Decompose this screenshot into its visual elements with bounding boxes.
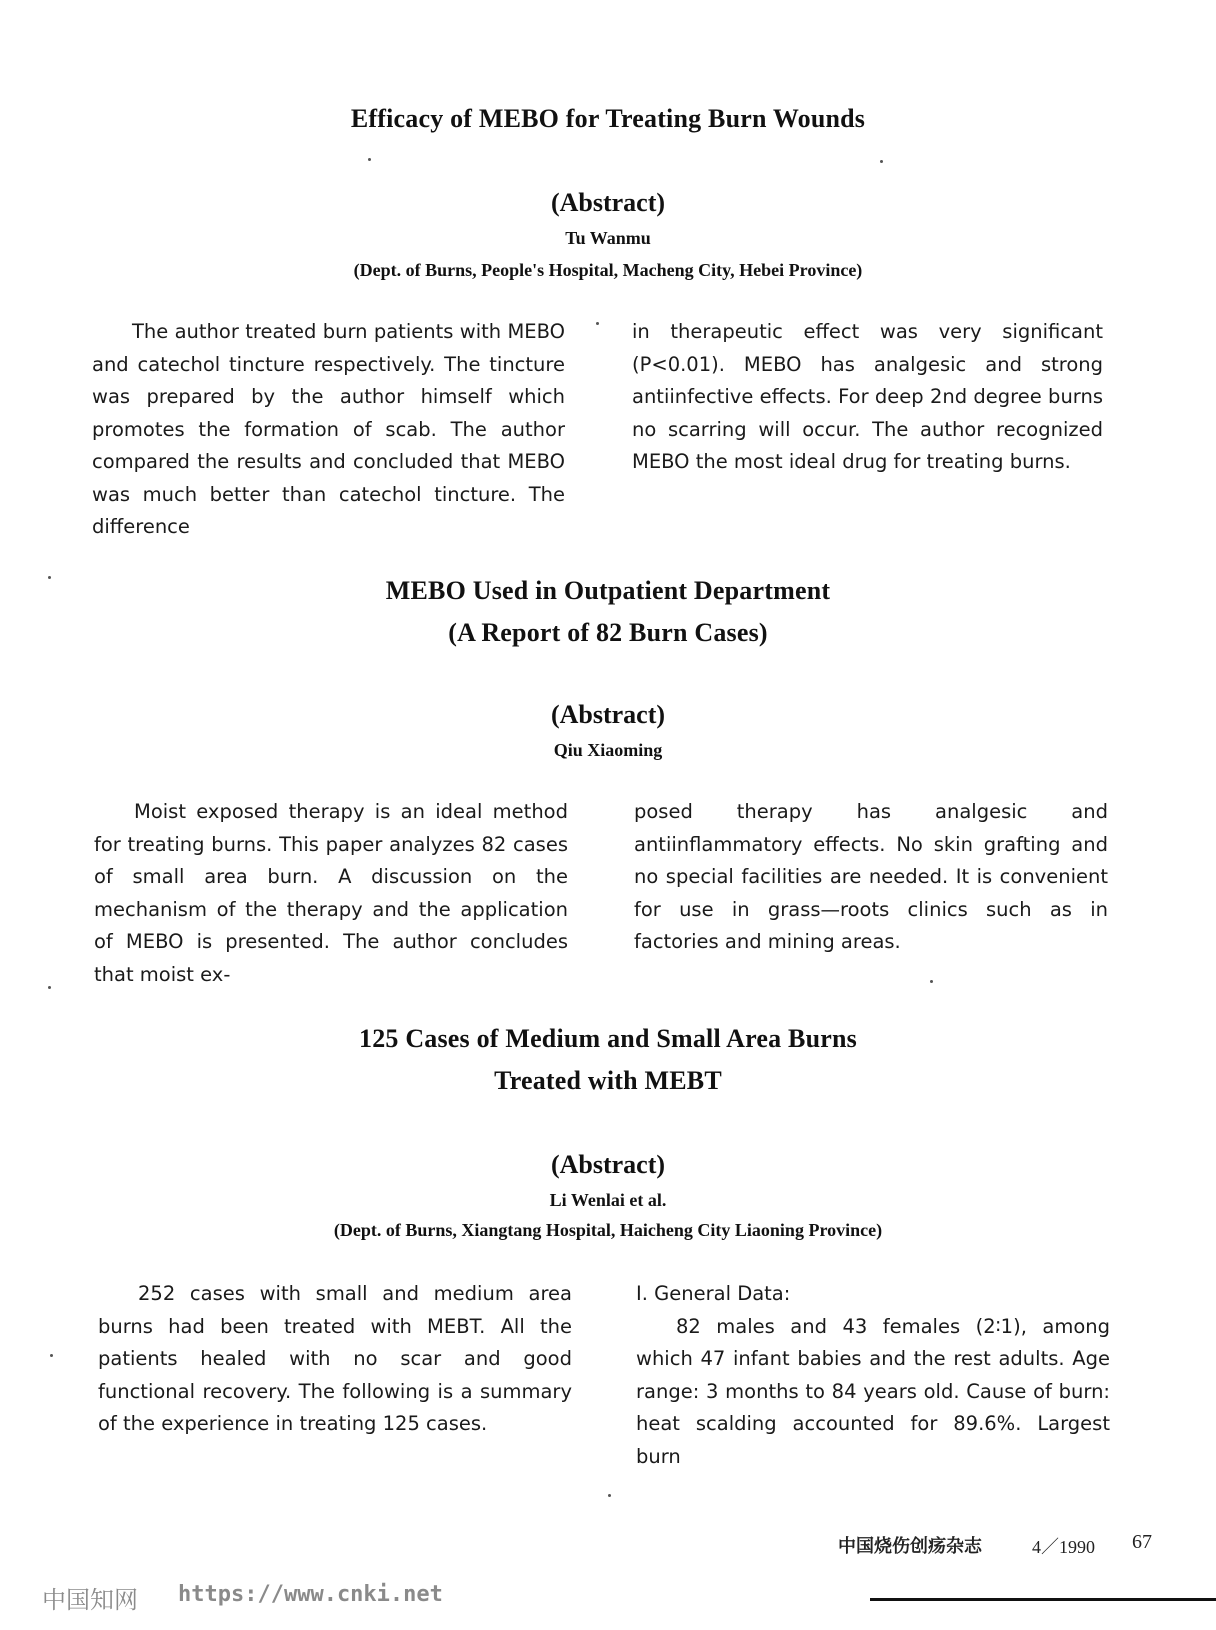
author-name: Li Wenlai et al.	[549, 1190, 667, 1210]
abstract-label: (Abstract)	[550, 1150, 666, 1179]
abstract-left-column	[98, 1278, 572, 1441]
abstract-label: (Abstract)	[550, 188, 666, 217]
scan-speck	[880, 160, 883, 163]
watermark-site-name: 中国知网	[42, 1586, 138, 1614]
scan-speck	[608, 1494, 611, 1497]
author-affiliation: (Dept. of Burns, Xiangtang Hospital, Haicheng City Liaoning Province)	[333, 1220, 883, 1240]
footer-rule	[870, 1598, 1216, 1601]
title-line: Treated with MEBT	[494, 1066, 722, 1095]
page-number: 67	[1132, 1531, 1152, 1553]
abstract-paragraph: 82 males and 43 females (2∶1), among which 47 infant babies and the rest adults. Age range: 3 months to 84 years old. Cause of burn: heat scalding accounted for 89.6%. Largest burn	[636, 1314, 1110, 1468]
abstract-paragraph: 252 cases with small and medium area burns had been treated with MEBT. All the patients healed with no scar and good functional recovery. The following is a summary of the experience in treating 125 cases.	[98, 1282, 572, 1435]
scan-speck	[50, 1354, 53, 1357]
abstract-right-column	[636, 1278, 1110, 1473]
article-title	[0, 98, 1216, 140]
title-line: MEBO Used in Outpatient Department	[385, 576, 831, 605]
article-title	[0, 570, 1216, 654]
abstract-left-column	[94, 796, 568, 991]
scan-speck	[48, 576, 51, 579]
title-line: Efficacy of MEBO for Treating Burn Wounds	[350, 104, 866, 133]
scan-speck	[48, 986, 51, 989]
author-name: Qiu Xiaoming	[553, 740, 663, 760]
scan-speck	[368, 158, 371, 161]
author-name: Tu Wanmu	[565, 228, 651, 248]
abstract-paragraph: in therapeutic effect was very significant (P<0.01). MEBO has analgesic and strong antiinfective effects. For deep 2nd degree burns no scarring will occur. The author recognized MEBO the most ideal drug for treating burns.	[632, 320, 1103, 473]
journal-name: 中国烧伤创疡杂志	[838, 1536, 982, 1557]
abstract-right-column	[632, 316, 1103, 479]
abstract-paragraph: Moist exposed therapy is an ideal method for treating burns. This paper analyzes 82 cases of small area burn. A discussion on the mechanism of the therapy and the application of MEBO is presented. The author concludes that moist ex-	[94, 800, 568, 986]
scan-speck	[596, 322, 599, 325]
abstract-paragraph: posed therapy has analgesic and antiinflammatory effects. No skin grafting and no special facilities are needed. It is convenient for use in grass—roots clinics such as in factories and mining areas.	[634, 800, 1108, 953]
abstract-right-column	[634, 796, 1108, 959]
issue-number: 4／1990	[1032, 1537, 1095, 1557]
abstract-left-column	[92, 316, 565, 544]
watermark-url: https://www.cnki.net	[178, 1582, 443, 1607]
abstract-label: (Abstract)	[550, 700, 666, 729]
title-line: (A Report of 82 Burn Cases)	[448, 618, 768, 647]
scan-speck	[930, 980, 933, 983]
title-line: 125 Cases of Medium and Small Area Burns	[359, 1024, 857, 1053]
author-affiliation: (Dept. of Burns, People's Hospital, Macheng City, Hebei Province)	[353, 260, 863, 280]
section-heading: Ⅰ. General Data:	[636, 1282, 791, 1305]
article-title	[0, 1018, 1216, 1102]
abstract-paragraph: The author treated burn patients with MEBO and catechol tincture respectively. The tincture was prepared by the author himself which promotes the formation of scab. The author compared the results and concluded that MEBO was much better than catechol tincture. The difference	[92, 320, 565, 538]
